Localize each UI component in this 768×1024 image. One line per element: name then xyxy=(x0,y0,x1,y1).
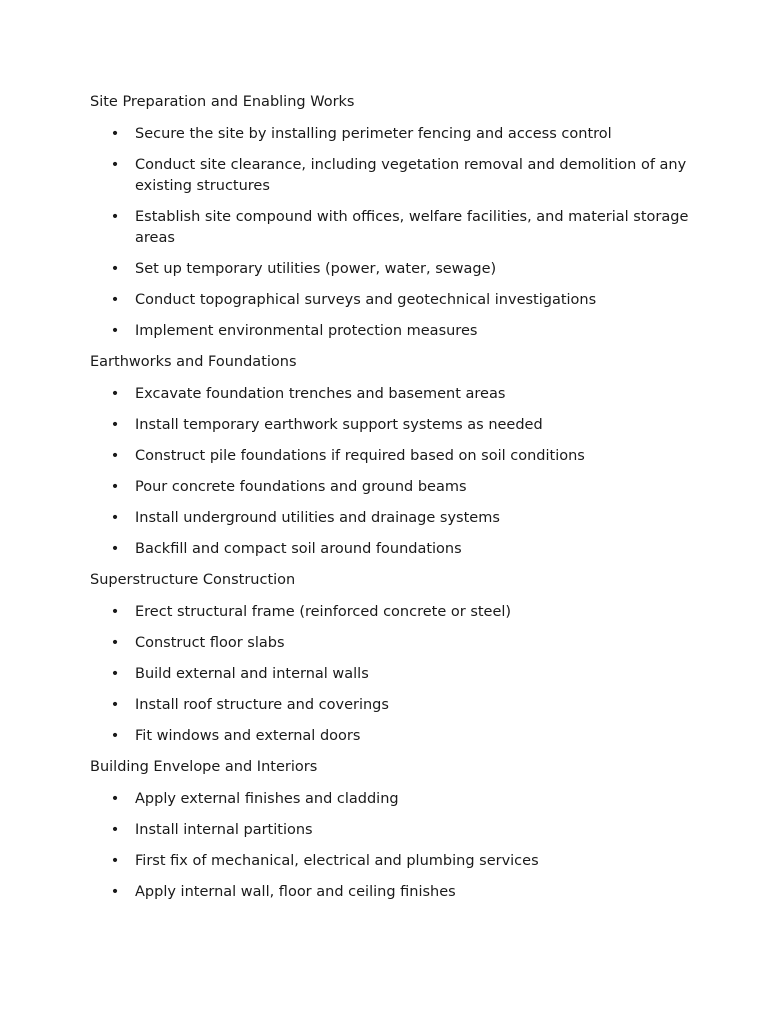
list-item xyxy=(90,664,690,695)
list-item xyxy=(90,290,690,321)
list-item-text: Erect structural frame (reinforced concrete or steel) xyxy=(135,604,512,620)
bullet-icon: • xyxy=(110,479,120,495)
bullet-icon: • xyxy=(110,822,120,838)
list-item-text: Implement environmental protection measures xyxy=(135,323,478,339)
list-item xyxy=(90,124,690,155)
list-item-text: Apply internal wall, floor and ceiling finishes xyxy=(135,884,456,900)
bullet-icon: • xyxy=(110,157,120,173)
bullet-icon: • xyxy=(110,853,120,869)
list-item xyxy=(90,259,690,290)
bullet-icon: • xyxy=(110,791,120,807)
list-item xyxy=(90,508,690,539)
list-item-text: Install temporary earthwork support systems as needed xyxy=(135,417,543,433)
bullet-icon: • xyxy=(110,604,120,620)
section-envelope-interiors xyxy=(90,757,690,913)
bullet-icon: • xyxy=(110,448,120,464)
section-superstructure xyxy=(90,570,690,757)
list-item xyxy=(90,851,690,882)
list-item xyxy=(90,477,690,508)
list-item-text: Construct pile foundations if required based on soil conditions xyxy=(135,448,585,464)
list-item xyxy=(90,446,690,477)
list-item xyxy=(90,695,690,726)
list-item-text: Secure the site by installing perimeter fencing and access control xyxy=(135,126,612,142)
bullet-icon: • xyxy=(110,510,120,526)
list-item-text: Install underground utilities and drainage systems xyxy=(135,510,500,526)
section-earthworks xyxy=(90,352,690,570)
list-item xyxy=(90,882,690,913)
bullet-icon: • xyxy=(110,635,120,651)
section-heading: Earthworks and Foundations xyxy=(90,354,297,370)
bullet-icon: • xyxy=(110,666,120,682)
list-item-text: First fix of mechanical, electrical and plumbing services xyxy=(135,853,539,869)
list-item xyxy=(90,602,690,633)
list-item-text: Build external and internal walls xyxy=(135,666,369,682)
list-item-text: Apply external finishes and cladding xyxy=(135,791,399,807)
list-item xyxy=(90,820,690,851)
bullet-icon: • xyxy=(110,323,120,339)
list-item xyxy=(90,789,690,820)
list-item xyxy=(90,633,690,664)
bullet-icon: • xyxy=(110,126,120,142)
list-item-text: Excavate foundation trenches and basement areas xyxy=(135,386,506,402)
section-heading: Building Envelope and Interiors xyxy=(90,759,318,775)
bullet-list xyxy=(90,384,690,570)
list-item-text: Conduct topographical surveys and geotechnical investigations xyxy=(135,292,597,308)
bullet-icon: • xyxy=(110,292,120,308)
bullet-icon: • xyxy=(110,541,120,557)
list-item-text: Install internal partitions xyxy=(135,822,313,838)
bullet-icon: • xyxy=(110,884,120,900)
bullet-list xyxy=(90,124,690,352)
list-item xyxy=(90,539,690,570)
list-item xyxy=(90,415,690,446)
list-item xyxy=(90,155,690,207)
list-item-text: Establish site compound with offices, welfare facilities, and material storage areas xyxy=(135,209,689,246)
list-item xyxy=(90,321,690,352)
list-item xyxy=(90,726,690,757)
bullet-icon: • xyxy=(110,417,120,433)
list-item-text: Pour concrete foundations and ground beams xyxy=(135,479,467,495)
bullet-list xyxy=(90,602,690,757)
section-heading: Site Preparation and Enabling Works xyxy=(90,94,355,110)
bullet-icon: • xyxy=(110,386,120,402)
section-site-preparation xyxy=(90,92,690,352)
bullet-icon: • xyxy=(110,209,120,225)
bullet-icon: • xyxy=(110,697,120,713)
bullet-icon: • xyxy=(110,261,120,277)
list-item-text: Install roof structure and coverings xyxy=(135,697,389,713)
list-item-text: Fit windows and external doors xyxy=(135,728,361,744)
list-item xyxy=(90,384,690,415)
list-item-text: Conduct site clearance, including vegetation removal and demolition of any existing structures xyxy=(135,157,687,194)
list-item-text: Backfill and compact soil around foundations xyxy=(135,541,462,557)
section-heading: Superstructure Construction xyxy=(90,572,296,588)
list-item-text: Set up temporary utilities (power, water, sewage) xyxy=(135,261,497,277)
bullet-list xyxy=(90,789,690,913)
bullet-icon: • xyxy=(110,728,120,744)
document-page xyxy=(90,92,690,913)
list-item-text: Construct floor slabs xyxy=(135,635,285,651)
list-item xyxy=(90,207,690,259)
